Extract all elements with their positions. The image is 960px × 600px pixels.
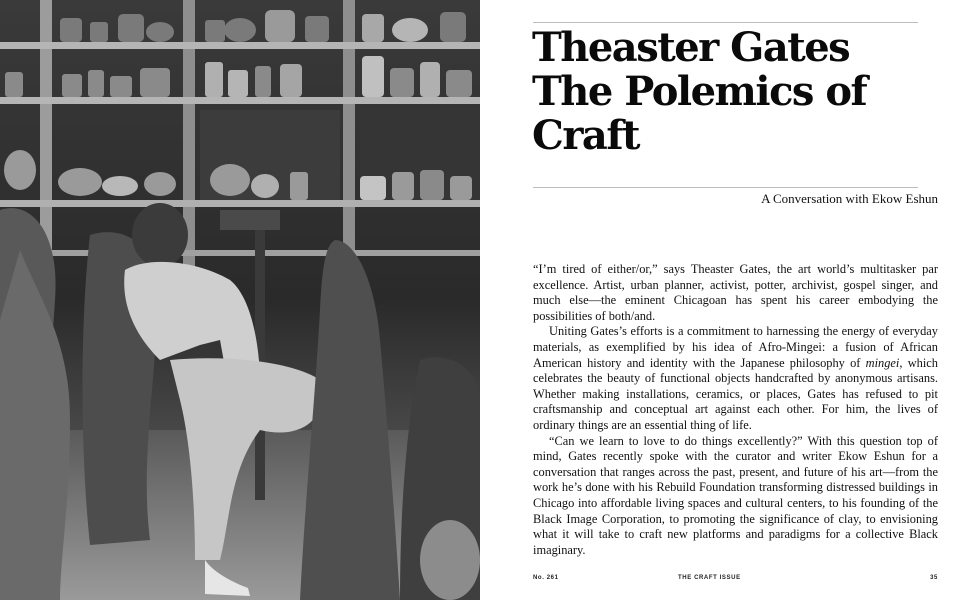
title-line-2: The Polemics of <box>532 68 867 115</box>
title-line-3: Craft <box>532 112 640 159</box>
article-page <box>480 0 960 600</box>
paragraph-1-text: “I’m tired of either/or,” says Theaster Gates, the art world’s multitasker par excellence. Artist, urban planner, activist, potter, archivist, gospel singer, and much else—the eminent Chicagoan has spent his career embodying the possibilities of both/and. <box>533 262 938 323</box>
subtitle-rule <box>533 187 918 188</box>
paragraph-2-emphasis: mingei <box>865 355 900 370</box>
paragraph-2-text-a: Uniting Gates’s efforts is a commitment to harnessing the energy of everyday materials, as exemplified by his idea of Afro-Mingei: a fusion of African American history and identity with the Japanese philosophy of <box>533 324 938 370</box>
title-line-1: Theaster Gates <box>532 24 850 71</box>
article-title <box>532 26 932 158</box>
paragraph-3 <box>533 434 938 559</box>
article-body <box>533 262 938 558</box>
top-rule <box>533 22 918 23</box>
paragraph-3-text: “Can we learn to love to do things excellently?” With this question top of mind, Gates recently spoke with the curator and writer Ekow Eshun for a conversation that ranges across the past, present, and future of his art—from the work he’s done with his Rebuild Foundation transforming distressed buildings in Chicago into affordable living spaces and cultural centers, to his founding of the Black Image Corporation, to promoting the significance of clay, to envisioning what it will take to craft new platforms and paradigms for a collective Black imaginary. <box>533 433 938 557</box>
paragraph-1 <box>533 262 938 324</box>
issue-number: No. 261 <box>533 575 559 581</box>
paragraph-2 <box>533 324 938 433</box>
section-label: THE CRAFT ISSUE <box>678 575 741 581</box>
paragraph-2-text-b: , which celebrates the beauty of functional objects handcrafted by anonymous artisans. Whether making installations, ceramics, or places, Gates has refused to pit craftsmanship and conceptual art against each other. For him, the lives of ordinary things are an essential thing of life. <box>533 355 938 432</box>
page-number: 35 <box>930 575 938 581</box>
article-subtitle: A Conversation with Ekow Eshun <box>761 191 938 206</box>
